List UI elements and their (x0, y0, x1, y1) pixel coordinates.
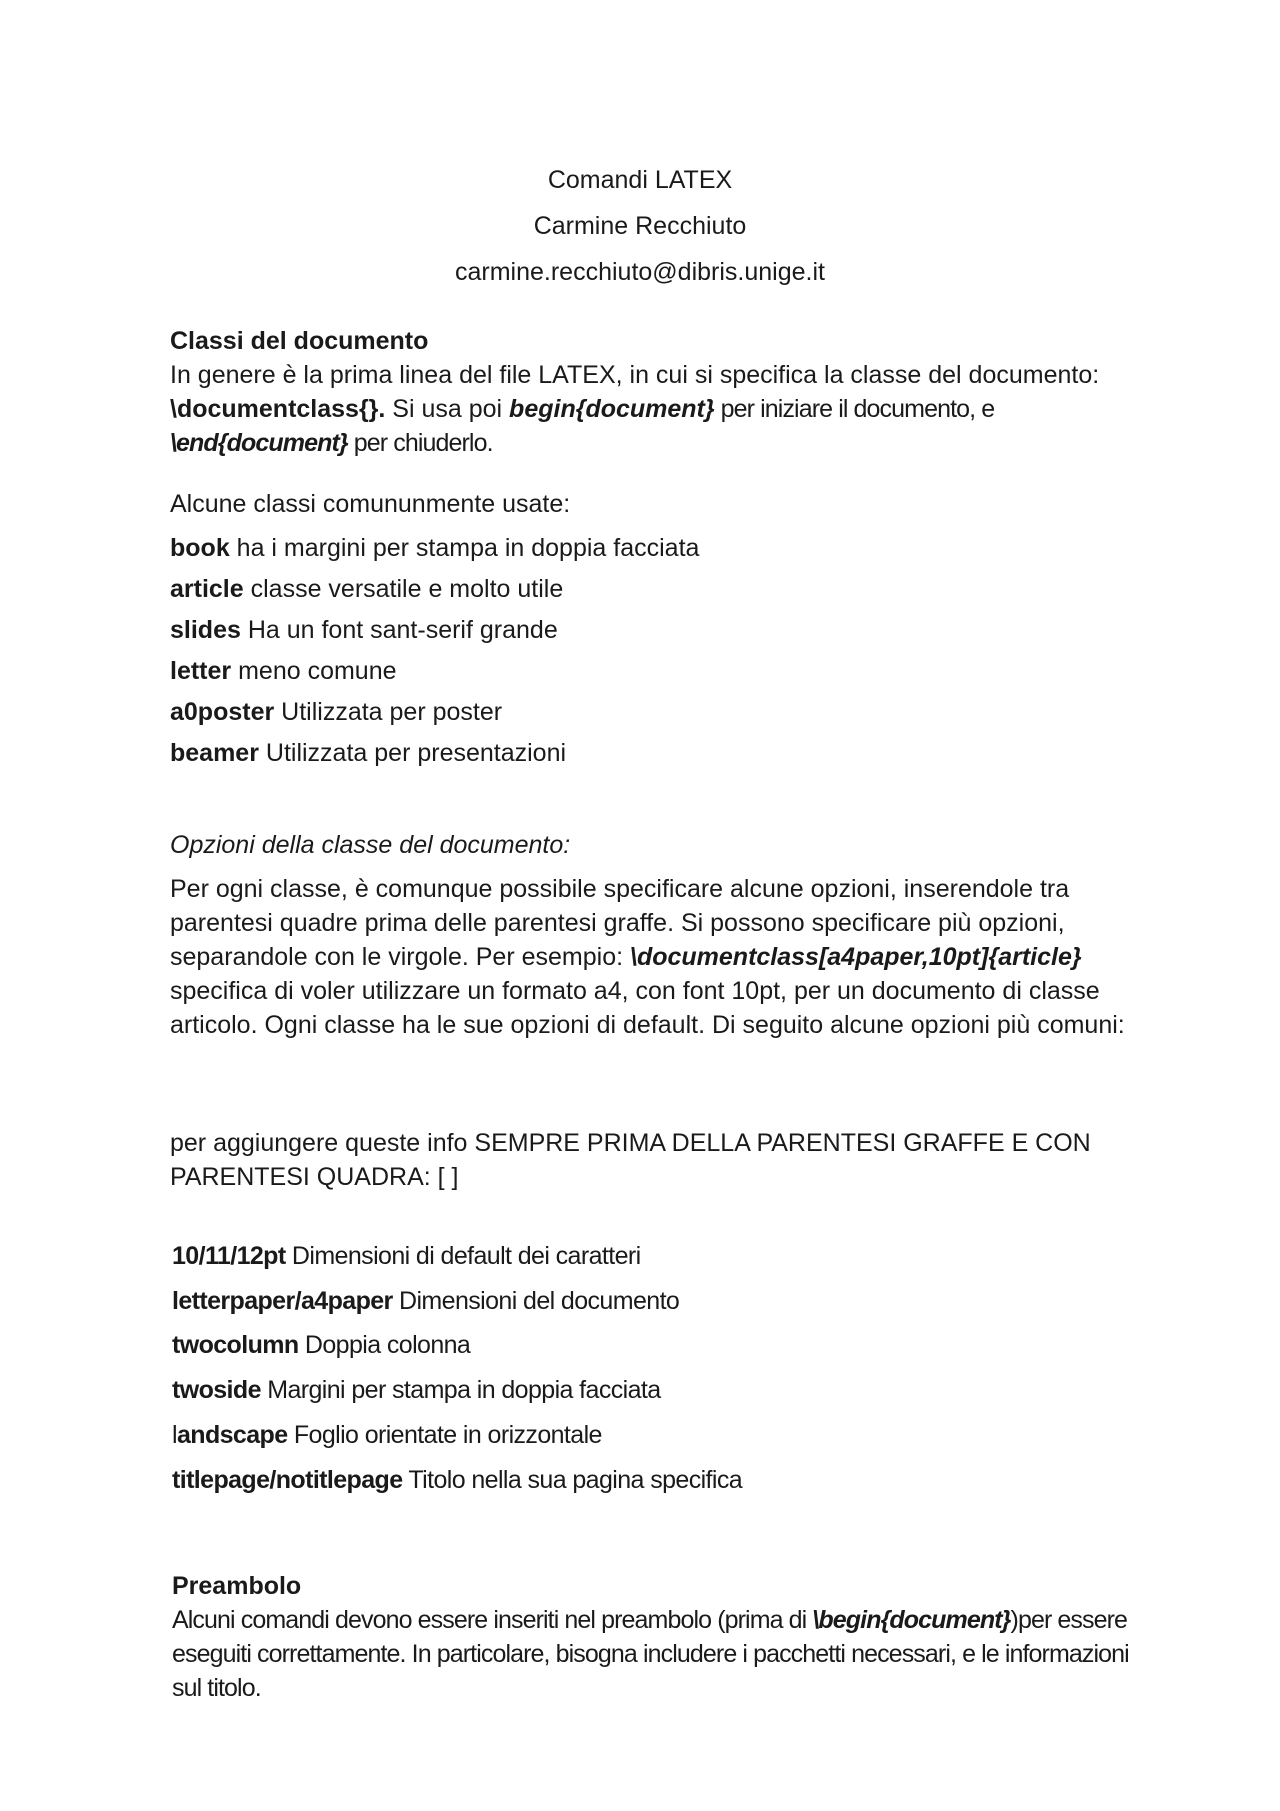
option-item: twoside Margini per stampa in doppia facciata (172, 1376, 661, 1404)
classi-intro-paragraph: In genere è la prima linea del file LATEX, in cui si specifica la classe del documento: \documentclass{}. Si usa poi begin{document} per iniziare il documento, e \end{document} per chiuderlo. (170, 361, 1100, 457)
option-item: 10/11/12pt Dimensioni di default dei caratteri (172, 1242, 641, 1270)
opzioni-note: per aggiungere queste info SEMPRE PRIMA DELLA PARENTESI GRAFFE E CON PARENTESI QUADRA: [ ] (170, 1129, 1091, 1191)
document-author: Carmine Recchiuto (533, 212, 747, 240)
class-item: letter meno comune (170, 657, 397, 685)
section-heading-preambolo: Preambolo (172, 1572, 302, 1600)
opzioni-paragraph: Per ogni classe, è comunque possibile specificare alcune opzioni, inserendole tra parentesi quadre prima delle parentesi graffe. Si possono specificare più opzioni, separandole con le virgole. Per esempio: \documentclass[a4paper,10pt]{article} specifica di voler utilizzare un formato a4, con font 10pt, per un documento di classe articolo. Ogni classe ha le sue opzioni di default. Di seguito alcune opzioni più comuni: (170, 875, 1125, 1039)
preambolo-paragraph: Alcuni comandi devono essere inseriti nel preambolo (prima di \begin{document})per essere eseguiti correttamente. In particolare, bisogna includere i pacchetti necessari, e le informazioni sul titolo. (172, 1606, 1129, 1702)
section-heading-opzioni: Opzioni della classe del documento: (170, 831, 571, 859)
classi-list-intro: Alcune classi comununmente usate: (170, 490, 571, 518)
section-heading-classi: Classi del documento (170, 327, 429, 355)
class-item: beamer Utilizzata per presentazioni (170, 739, 567, 767)
class-item: a0poster Utilizzata per poster (170, 698, 503, 726)
option-item: titlepage/notitlepage Titolo nella sua pagina specifica (172, 1466, 743, 1494)
option-item: twocolumn Doppia colonna (172, 1331, 471, 1359)
document-title: Comandi LATEX (547, 166, 733, 194)
document-email: carmine.recchiuto@dibris.unige.it (455, 258, 825, 286)
class-item: article classe versatile e molto utile (170, 575, 564, 603)
class-item: book ha i margini per stampa in doppia facciata (170, 534, 700, 562)
option-item: landscape Foglio orientate in orizzontale (172, 1421, 602, 1449)
class-item: slides Ha un font sant-serif grande (170, 616, 558, 644)
option-item: letterpaper/a4paper Dimensioni del documento (172, 1287, 680, 1315)
